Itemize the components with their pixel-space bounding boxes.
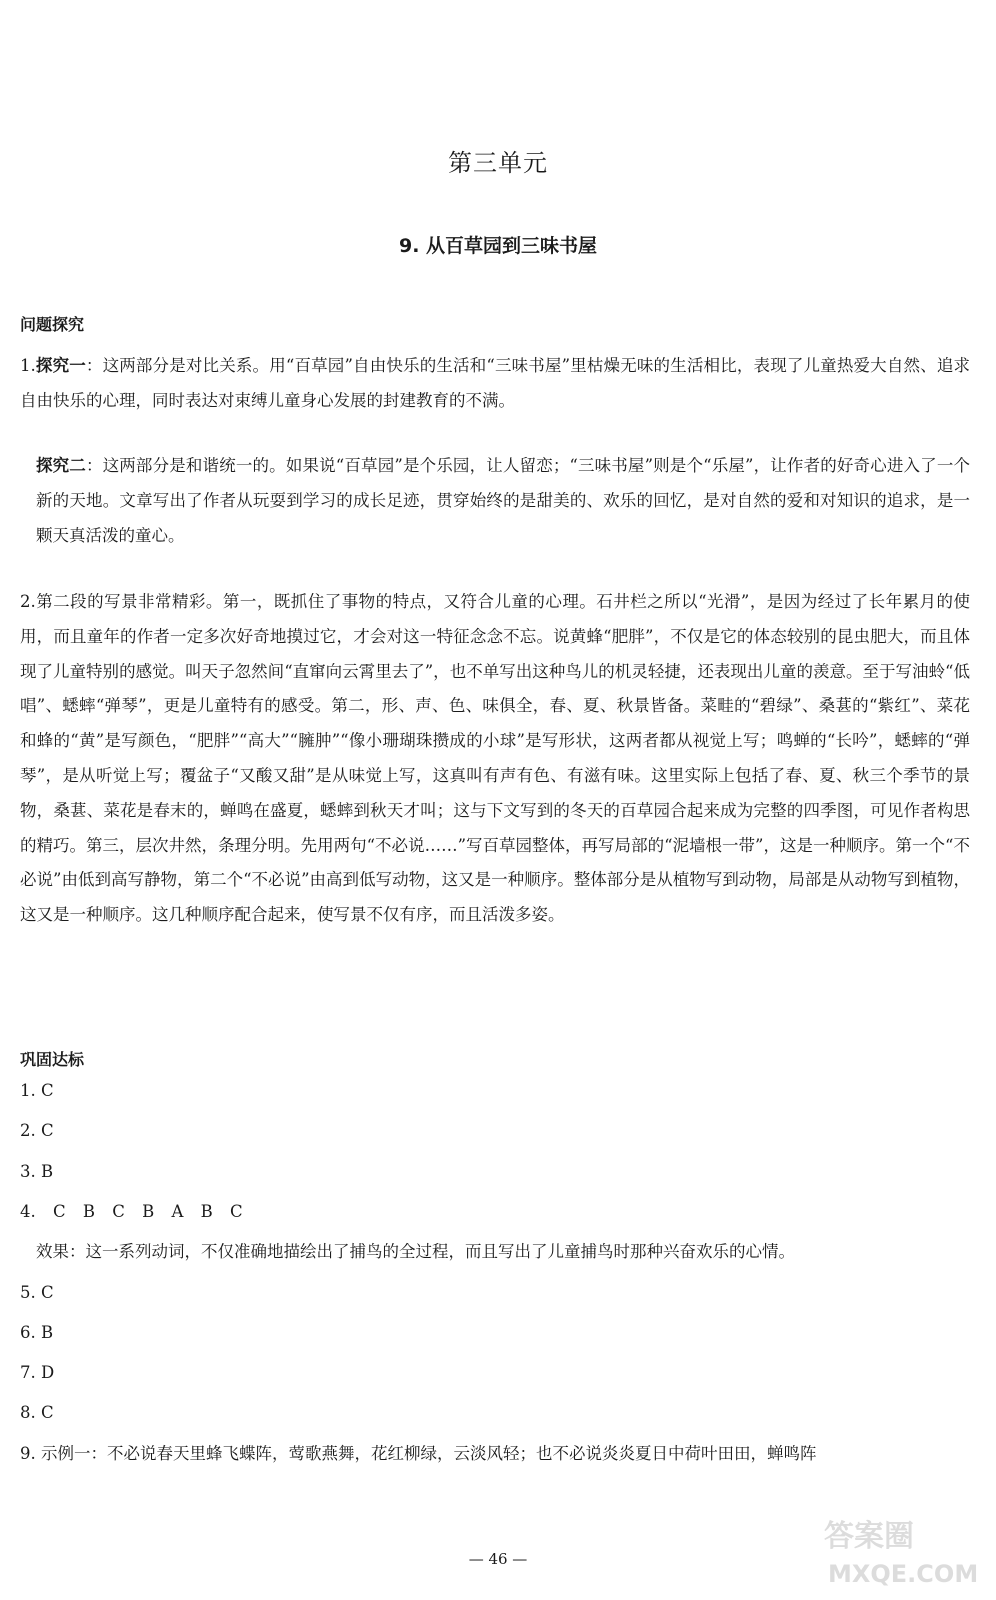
section-heading-consolidation: 巩固达标 <box>20 1050 85 1069</box>
watermark-logo <box>818 1512 990 1592</box>
inquiry-q1a <box>20 349 970 419</box>
inquiry-q1b <box>36 449 970 553</box>
q1b-text: ：这两部分是和谐统一的。如果说“百草园”是个乐园，让人留恋；“三味书屋”则是个“乐屋”，让作者的好奇心进入了一个新的天地。文章写出了作者从玩耍到学习的成长足迹，贯穿始终的是甜美的、欢乐的回忆，是对自然的爱和对知识的追求，是一颗天真活泼的童心。 <box>36 456 970 545</box>
answer-9: 9. 示例一：不必说春天里蜂飞蝶阵，莺歌燕舞，花红柳绿，云淡风轻；也不必说炎炎夏日中荷叶田田，蝉鸣阵 <box>20 1444 817 1463</box>
inquiry-q2: 2.第二段的写景非常精彩。第一，既抓住了事物的特点，又符合儿童的心理。石井栏之所以“光滑”，是因为经过了长年累月的使用，而且童年的作者一定多次好奇地摸过它，才会对这一特征念念不忘。说黄蜂“肥胖”，不仅是它的体态较别的昆虫肥大，而且体现了儿童特别的感觉。叫天子忽然间“直窜向云霄里去了”，也不单写出这种鸟儿的机灵轻捷，还表现出儿童的羡意。至于写油蛉“低唱”、蟋蟀“弹琴”，更是儿童特有的感受。第二，形、声、色、味俱全，春、夏、秋景皆备。菜畦的“碧绿”、桑葚的“紫红”、菜花和蜂的“黄”是写颜色，“肥胖”“高大”“臃肿”“像小珊瑚珠攒成的小球”是写形状，这两者都从视觉上写；鸣蝉的“长吟”，蟋蟀的“弹琴”，是从听觉上写；覆盆子“又酸又甜”是从味觉上写，这真叫有声有色、有滋有味。这里实际上包括了春、夏、秋三个季节的景物，桑葚、菜花是春末的，蝉鸣在盛夏，蟋蟀到秋天才叫；这与下文写到的冬天的百草园合起来成为完整的四季图，可见作者构思的精巧。第三，层次井然，条理分明。先用两句“不必说……”写百草园整体，再写局部的“泥墙根一带”，这是一种顺序。第一个“不必说”由低到高写静物，第二个“不必说”由高到低写动物，这又是一种顺序。整体部分是从植物写到动物，局部是从动物写到植物，这又是一种顺序。这几种顺序配合起来，使写景不仅有序，而且活泼多姿。 <box>20 592 970 925</box>
unit-title: 第三单元 <box>448 149 548 177</box>
q1b-label: 探究二 <box>36 456 86 475</box>
q1a-text: ：这两部分是对比关系。用“百草园”自由快乐的生活和“三味书屋”里枯燥无味的生活相比，表现了儿童热爱大自然、追求自由快乐的心理，同时表达对束缚儿童身心发展的封建教育的不满。 <box>20 356 970 410</box>
svg-text:答案圈: 答案圈 <box>824 1519 914 1554</box>
svg-text:MXQE.COM: MXQE.COM <box>828 1560 979 1588</box>
q1-number: 1. <box>20 356 36 375</box>
answer-7: 7. D <box>20 1363 55 1382</box>
answer-3: 3. B <box>20 1162 54 1181</box>
page-number: — 46 — <box>468 1550 528 1568</box>
answer-5: 5. C <box>20 1283 54 1302</box>
answer-6: 6. B <box>20 1323 54 1342</box>
lesson-title: 9. 从百草园到三味书屋 <box>398 235 598 257</box>
q1a-label: 探究一 <box>35 356 86 375</box>
answer-8: 8. C <box>20 1403 54 1422</box>
answer-2: 2. C <box>20 1121 54 1140</box>
answer-4-effect: 效果：这一系列动词，不仅准确地描绘出了捕鸟的全过程，而且写出了儿童捕鸟时那种兴奋欢乐的心情。 <box>36 1242 795 1261</box>
answer-1: 1. C <box>20 1081 54 1100</box>
answer-4: 4. C B C B A B C <box>20 1202 243 1221</box>
section-heading-inquiry: 问题探究 <box>20 315 85 334</box>
